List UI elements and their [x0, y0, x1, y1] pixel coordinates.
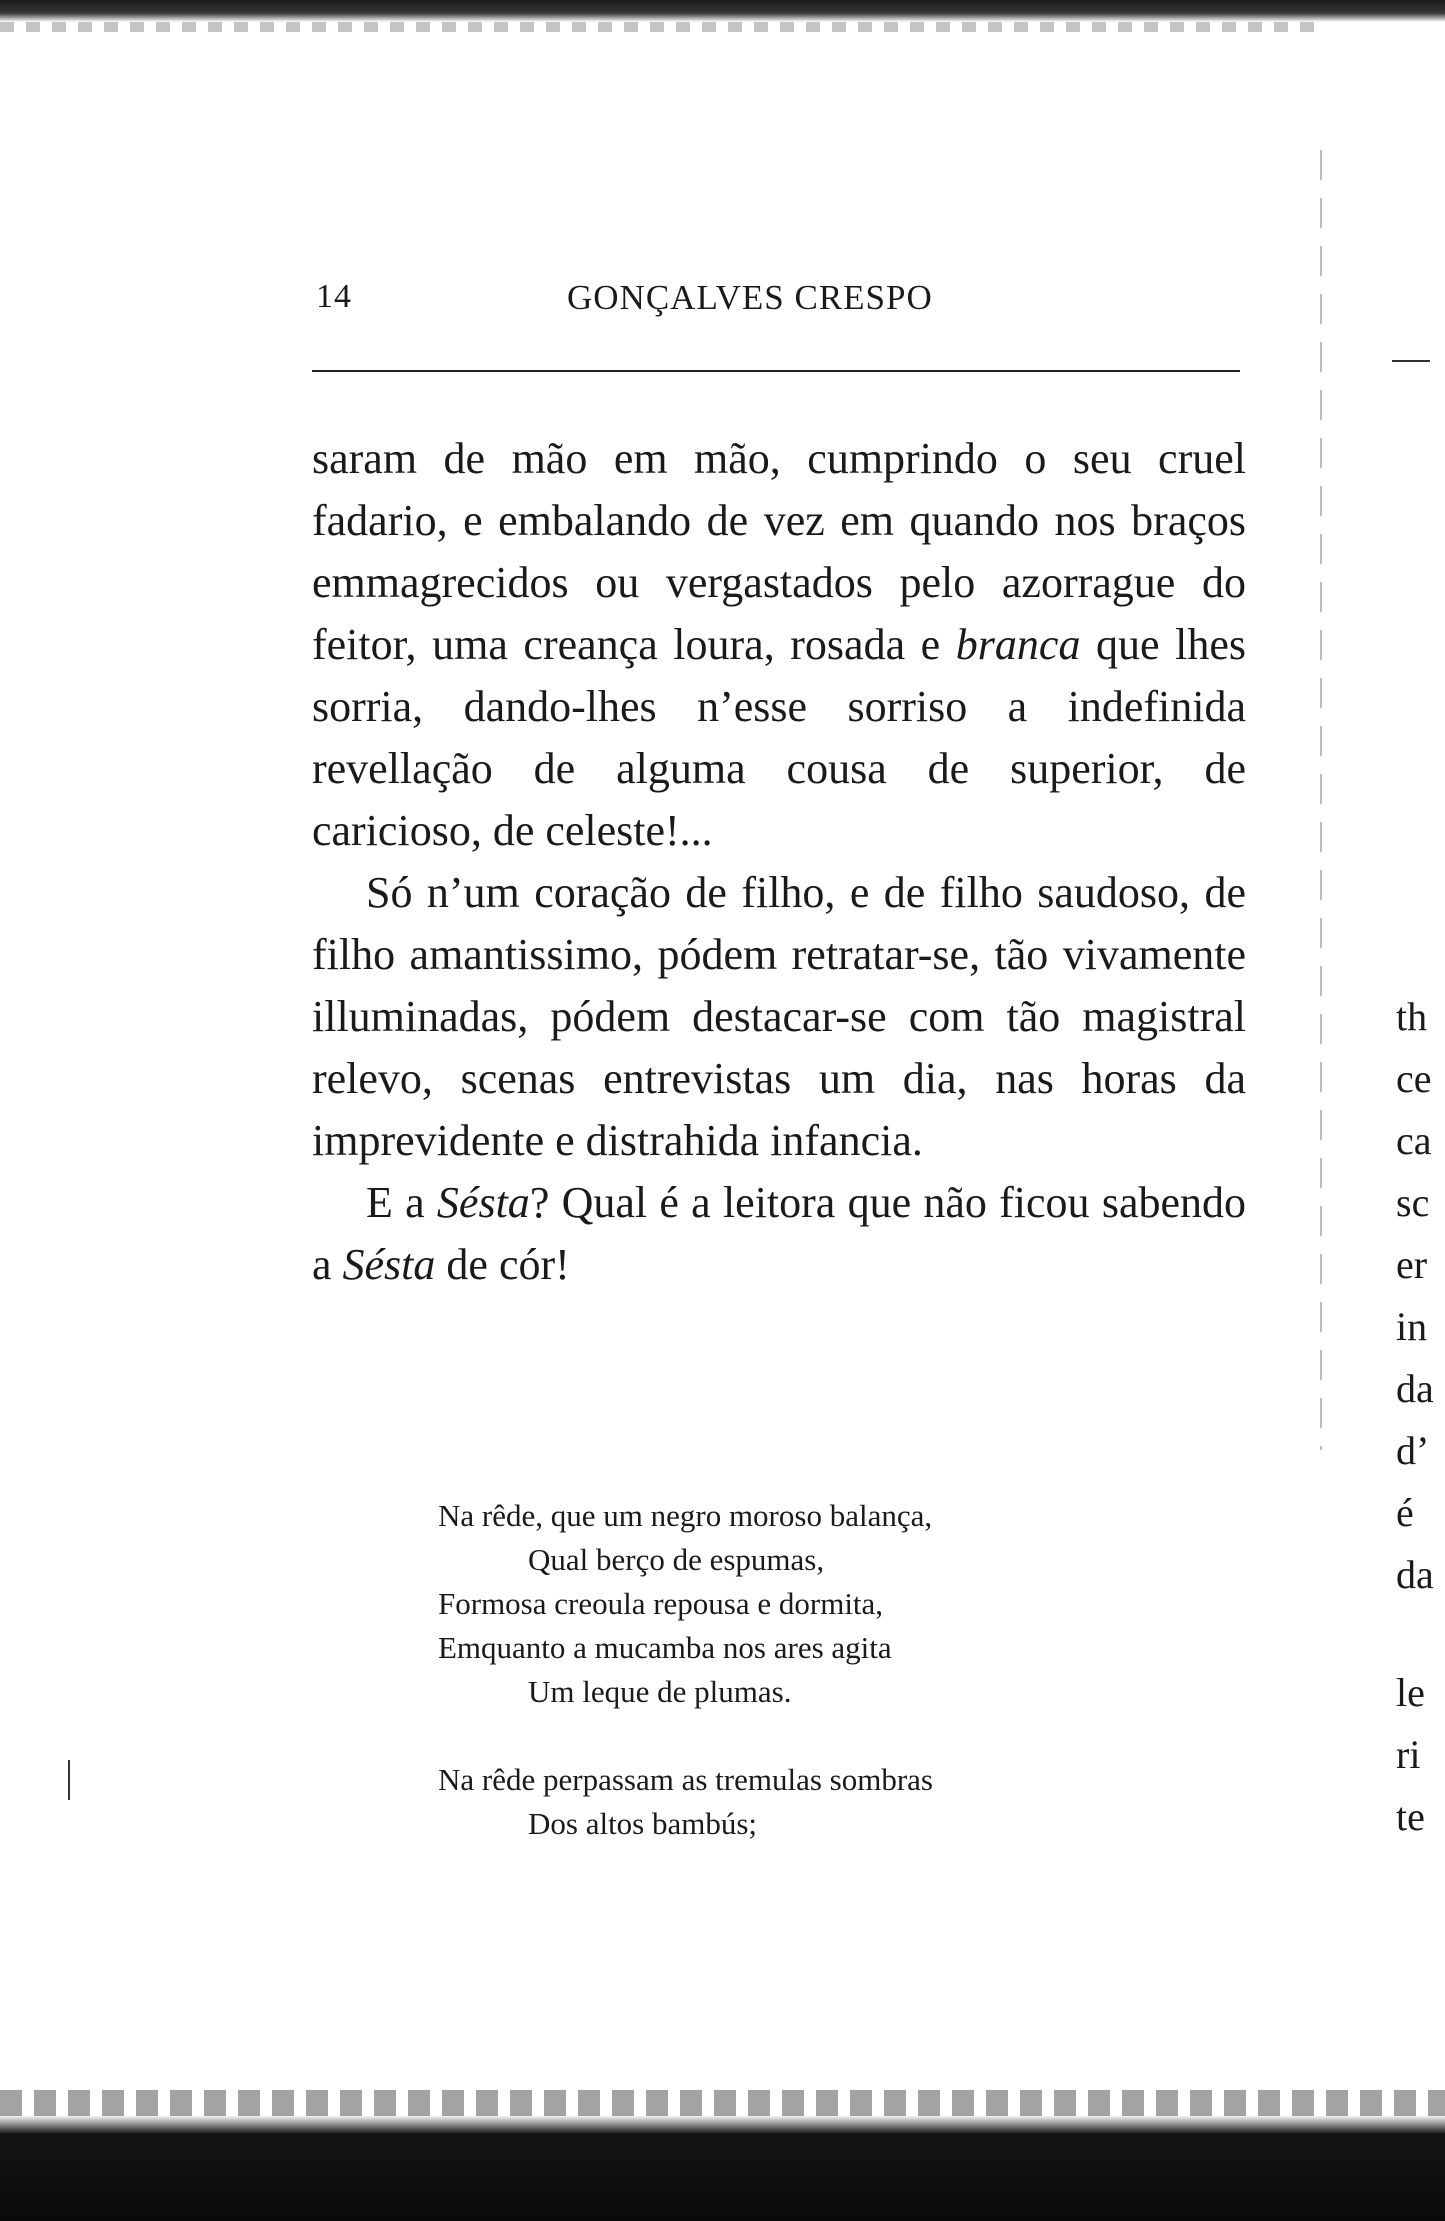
paragraph-3-text-a: E a	[366, 1178, 437, 1227]
scan-border-top	[0, 0, 1445, 22]
paragraph-3-emphasis-2: Sésta	[342, 1240, 436, 1289]
facing-page-line: in	[1396, 1304, 1428, 1349]
verse-line: Na rêde perpassam as tremulas sombras	[438, 1762, 933, 1797]
poem-quotation	[438, 1494, 1238, 1890]
verse-line: Emquanto a mucamba nos ares agita	[438, 1630, 892, 1665]
facing-page-rule	[1392, 360, 1430, 362]
facing-page-fragment	[1396, 986, 1445, 1848]
body-text	[312, 428, 1246, 1296]
paragraph-3-text-c: de cór!	[435, 1240, 570, 1289]
paragraph-2: Só n’um coração de filho, e de filho saudoso, de filho amantissimo, pódem retratar-se, tão vivamente illuminadas, pódem destacar-se com tão magistral relevo, scenas entrevistas um dia, nas horas da imprevidente e distrahida infancia.	[312, 868, 1246, 1165]
facing-page-line: le	[1396, 1670, 1425, 1715]
paragraph-3	[312, 1172, 1246, 1296]
page-number: 14	[316, 278, 352, 315]
paragraph-1-text-b: que lhes sorria, dando-lhes n’esse sorriso a indefinida revellação de alguma cousa de superior, de caricioso, de celeste!...	[312, 620, 1247, 855]
verse-line: Formosa creoula repousa e dormita,	[438, 1586, 884, 1621]
running-title: GONÇALVES CRESPO	[567, 278, 933, 317]
verse-line: Dos altos bambús;	[528, 1806, 758, 1841]
header-rule	[312, 370, 1240, 372]
facing-page-line: te	[1396, 1794, 1425, 1839]
poem-stanza-1	[438, 1494, 1238, 1714]
paragraph-1-text-a: saram de mão em mão, cumprindo o seu cruel fadario, e embalando de vez em quando nos braços emmagrecidos ou vergastados pelo azorrague do feitor, uma creança loura, rosada e	[312, 434, 1246, 669]
facing-page-line: ce	[1396, 1056, 1432, 1101]
facing-page-line: d’	[1396, 1428, 1430, 1473]
scan-mark-left	[68, 1760, 70, 1800]
facing-page-line: th	[1396, 994, 1428, 1039]
paragraph-1-emphasis: branca	[955, 620, 1081, 669]
scan-border-bottom	[0, 2115, 1445, 2221]
scan-noise-bottom	[0, 2090, 1445, 2116]
facing-page-line: er	[1396, 1242, 1428, 1287]
facing-page-line: da	[1396, 1552, 1434, 1597]
facing-page-line: da	[1396, 1366, 1434, 1411]
paragraph-3-emphasis-1: Sésta	[436, 1178, 530, 1227]
facing-page-line: é	[1396, 1490, 1414, 1535]
facing-page-line: ca	[1396, 1118, 1432, 1163]
facing-page-line: ri	[1396, 1732, 1421, 1777]
facing-page-line: sc	[1396, 1180, 1430, 1225]
page-gutter-edge	[1320, 150, 1322, 1450]
paragraph-3-text-b: ? Qual é a leitora que não ficou sabendo a	[312, 1178, 1246, 1289]
verse-line: Qual berço de espumas,	[528, 1542, 825, 1577]
verse-line: Na rêde, que um negro moroso balança,	[438, 1498, 933, 1533]
poem-stanza-2	[438, 1758, 1238, 1846]
verse-line: Um leque de plumas.	[528, 1674, 792, 1709]
paragraph-1	[312, 428, 1246, 862]
scan-noise-top	[0, 22, 1320, 32]
